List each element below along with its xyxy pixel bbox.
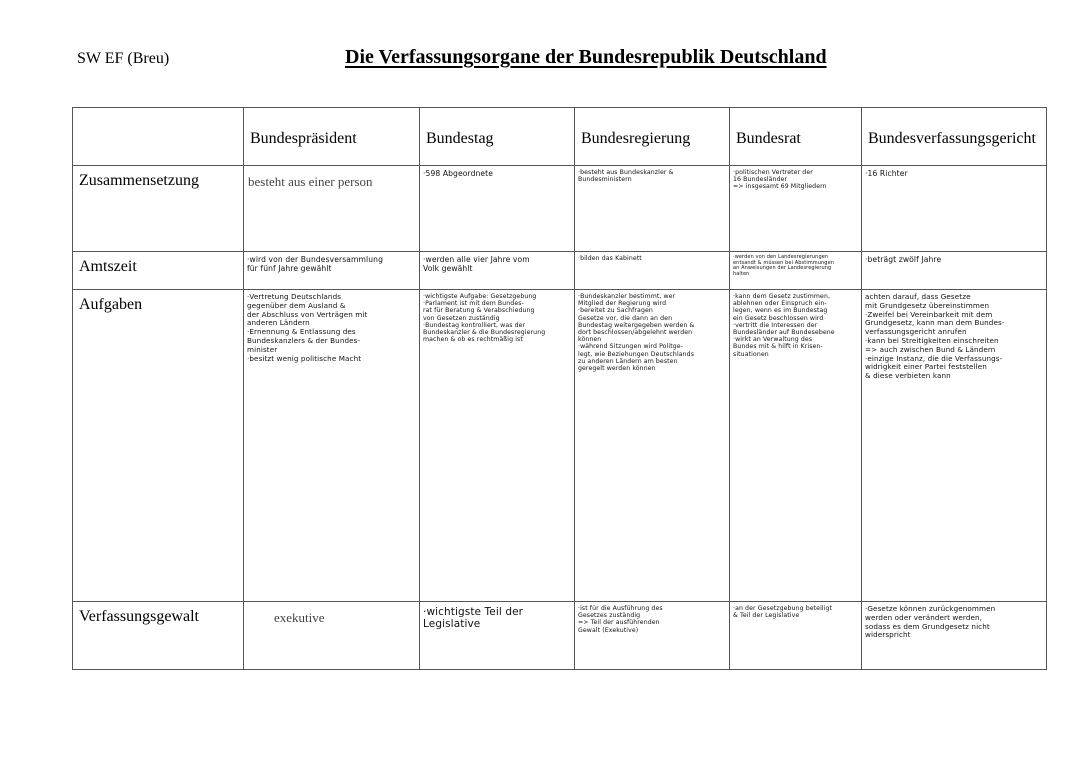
handwritten-line: ·Bundestag kontrolliert, was der [423,321,526,329]
handwritten-line: => auch zwischen Bund & Ländern [865,344,996,354]
cell-amtszeit-bundesrat [730,252,862,290]
cell-aufgaben-bundesrat [730,290,862,602]
cell-aufgaben-bundespraesident [244,290,420,602]
handwritten-line: Bundesministern [578,176,632,184]
cell-amtszeit-bundesregierung [575,252,730,290]
table-row [73,252,1047,290]
handwritten-line: ·einzige Instanz, die die Verfassungs- [865,353,1003,363]
handwritten-line: => insgesamt 69 Mitgliedern [733,183,827,191]
handwritten-line: ·bereitet zu Sachfragen [578,307,653,315]
handwritten-line: für fünf Jahre gewählt [247,264,332,274]
column-header-bundestag: Bundestag [420,108,575,166]
handwritten-line: können [578,336,602,344]
handwritten-line: ·wirkt an Verwaltung des [733,336,813,344]
cell-zusammensetzung-bundestag [420,166,575,252]
organs-table [72,107,1047,670]
handwritten-line: minister [247,344,278,354]
cell-amtszeit-bundestag [420,252,575,290]
handwritten-line: ·Zweifel bei Vereinbarkeit mit dem [865,309,993,319]
handwritten-line: ·wichtigste Aufgabe: Gesetzgebung [423,293,537,300]
handwritten-line: Grundgesetz, kann man dem Bundes- [865,318,1005,328]
handwritten-line: ·besteht aus Bundeskanzler & [578,169,674,176]
handwritten-line: ·598 Abgeordnete [423,169,494,178]
handwritten-line: ·beträgt zwölf Jahre [865,255,942,264]
cell-verfassungsgewalt-bundesverfassungsgericht [862,602,1047,670]
handwritten-line: Legislative [423,618,481,630]
handwritten-line: geregelt werden können [578,365,656,373]
handwritten-line: ·politischen Vertreter der [733,169,813,176]
handwritten-line: Gewalt (Exekutive) [578,626,639,634]
cell-amtszeit-bundesverfassungsgericht [862,252,1047,290]
handwritten-line: Bundes mit & hilft in Krisen- [733,343,823,351]
row-header-aufgaben: Aufgaben [73,290,244,602]
handwritten-line: rat für Beratung & Verabschiedung [423,307,535,315]
handwritten-line: ·kann dem Gesetz zustimmen, [733,293,831,300]
cell-zusammensetzung-bundespraesident: besteht aus einer person [244,166,420,252]
handwritten-line: werden oder verändert werden, [865,612,983,622]
handwritten-line: 16 Bundesländer [733,176,788,184]
cell-zusammensetzung-bundesverfassungsgericht [862,166,1047,252]
handwritten-line: Bundesländer auf Bundesebene [733,329,835,337]
handwritten-line: entsandt & müssen bei Abstimmungen [733,259,835,266]
cell-verfassungsgewalt-bundespraesident: exekutive [244,602,420,670]
handwritten-line: von Gesetzen zuständig [423,314,500,322]
handwritten-line: zu anderen Ländern am besten [578,357,678,365]
handwritten-line: sodass es dem Grundgesetz nicht [865,621,990,631]
handwritten-line: ·werden von den Landesregierungen [733,254,829,260]
table-row [73,166,1047,252]
handwritten-line: Volk gewählt [423,264,473,274]
table-row [73,290,1047,602]
handwritten-line: gegenüber dem Ausland & [247,300,346,310]
handwritten-line: ablehnen oder Einspruch ein- [733,300,827,308]
handwritten-line: Bundeskanzler & die Bundesregierung [423,329,546,337]
handwritten-line: ·werden alle vier Jahre vom [423,255,530,264]
handwritten-line: ·besitzt wenig politische Macht [247,353,362,363]
cell-verfassungsgewalt-bundesrat [730,602,862,670]
cell-aufgaben-bundestag [420,290,575,602]
handwritten-line: Bundeskanzlers & der Bundes- [247,335,361,345]
handwritten-line: ·kann bei Streitigkeiten einschreiten [865,335,999,345]
handwritten-line: mit Grundgesetz übereinstimmen [865,300,990,310]
column-header-bundesregierung: Bundesregierung [575,108,730,166]
handwritten-line: ·16 Richter [865,169,908,178]
handwritten-line: der Abschluss von Verträgen mit [247,309,368,319]
page-title: Die Verfassungsorgane der Bundesrepublik Deutschland [345,46,827,68]
handwritten-line: achten darauf, dass Gesetze [865,292,971,301]
cell-verfassungsgewalt-bundesregierung [575,602,730,670]
handwritten-line: verfassungsgericht anrufen [865,327,967,337]
handwritten-line: Mitglied der Regierung wird [578,300,667,308]
handwritten-line: ·Bundeskanzler bestimmt, wer [578,293,676,300]
handwritten-line: ·Parlament ist mit dem Bundes- [423,300,524,308]
handwritten-line: widerspricht [865,630,911,640]
handwritten-line: dort beschlossen/abgelehnt werden [578,329,693,337]
handwritten-line: ·wichtigste Teil der [423,606,524,618]
cell-aufgaben-bundesregierung [575,290,730,602]
handwritten-line: an Anweisungen der Landesregierung [733,265,832,272]
cell-zusammensetzung-bundesregierung [575,166,730,252]
handwritten-line: legen, wenn es im Bundestag [733,307,828,315]
corner-cell [73,108,244,166]
handwritten-line: & diese verbieten kann [865,371,951,381]
cell-zusammensetzung-bundesrat [730,166,862,252]
course-label: SW EF (Breu) [77,50,170,67]
handwritten-line: ·Ernennung & Entlassung des [247,327,356,337]
handwritten-line: ·während Sitzungen wird Politge- [578,343,683,351]
handwritten-line: ·Vertretung Deutschlands [247,292,342,301]
handwritten-line: Gesetzes zuständig [578,612,641,620]
handwritten-line: widrigkeit einer Partei feststellen [865,362,987,372]
cell-aufgaben-bundesverfassungsgericht [862,290,1047,602]
cell-verfassungsgewalt-bundestag [420,602,575,670]
handwritten-line: machen & ob es rechtmäßig ist [423,336,523,344]
column-header-bundesverfassungsgericht: Bundesverfassungsgericht [862,108,1047,166]
column-header-bundespraesident: Bundespräsident [244,108,420,166]
handwritten-line: ·Gesetze können zurückgenommen [865,604,996,613]
table-row [73,602,1047,670]
handwritten-line: anderen Ländern [247,318,310,328]
column-header-bundesrat: Bundesrat [730,108,862,166]
row-header-zusammensetzung: Zusammensetzung [73,166,244,252]
handwritten-line: Bundestag weitergegeben werden & [578,321,695,329]
handwritten-line: ·an der Gesetzgebung beteiligt [733,605,833,612]
row-header-amtszeit: Amtszeit [73,252,244,290]
handwritten-line: Gesetze vor, die dann an den [578,314,673,322]
handwritten-line: ·wird von der Bundesversammlung [247,255,383,264]
handwritten-line: => Teil der ausführenden [578,619,660,627]
handwritten-line: legt, wie Beziehungen Deutschlands [578,350,695,358]
handwritten-line: ·bilden das Kabinett [578,255,642,262]
handwritten-line: situationen [733,350,769,358]
row-header-verfassungsgewalt: Verfassungsgewalt [73,602,244,670]
handwritten-line: ·ist für die Ausführung des [578,605,663,612]
handwritten-line: ·vertritt die Interessen der [733,321,818,329]
cell-amtszeit-bundespraesident [244,252,420,290]
handwritten-line: ein Gesetz beschlossen wird [733,314,824,322]
handwritten-line: halten [733,270,750,277]
table-header-row [73,108,1047,166]
handwritten-line: & Teil der Legislative [733,612,800,620]
